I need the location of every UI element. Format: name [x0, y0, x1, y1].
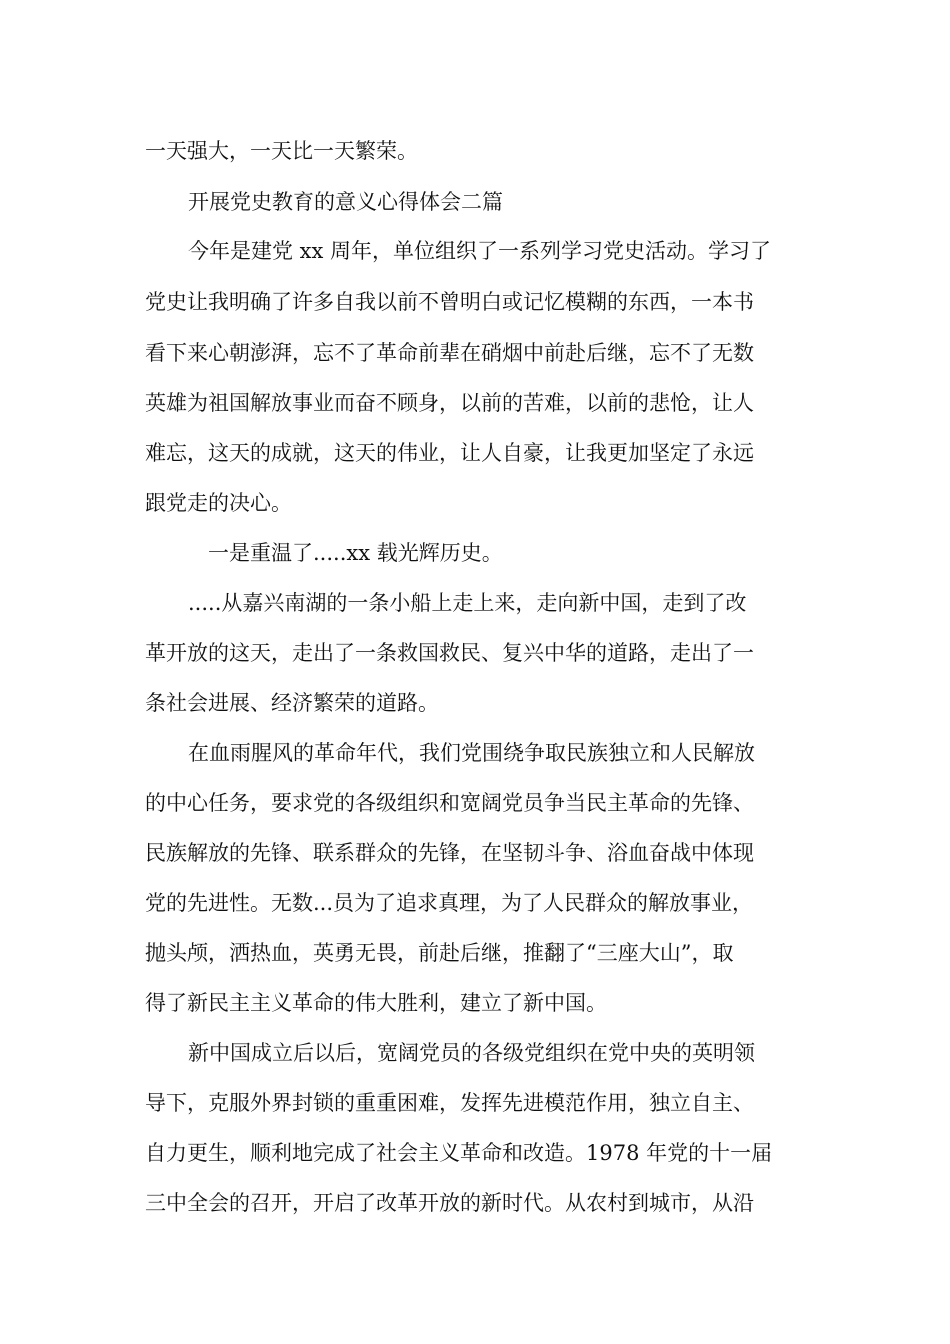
text-line: 新中国成立后以后，宽阔党员的各级党组织在党中央的英明领 [188, 1041, 755, 1065]
text-line: 一天强大，一天比一天繁荣。 [145, 139, 418, 163]
text-line: 得了新民主主义革命的伟大胜利，建立了新中国。 [145, 991, 607, 1015]
text-line: .....从嘉兴南湖的一条小船上走上来，走向新中国，走到了改 [188, 591, 747, 615]
text-line: 看下来心朝澎湃，忘不了革命前辈在硝烟中前赴后继，忘不了无数 [145, 341, 754, 365]
text-line: 条社会进展、经济繁荣的道路。 [145, 691, 439, 715]
text-line: 自力更生，顺利地完成了社会主义革命和改造。1978 年党的十一届 [145, 1141, 773, 1165]
text-line: 党的先进性。无数...员为了追求真理，为了人民群众的解放事业， [145, 891, 754, 915]
text-line: 今年是建党 xx 周年，单位组织了一系列学习党史活动。学习了 [188, 239, 772, 263]
text-line: 的中心任务，要求党的各级组织和宽阔党员争当民主革命的先锋、 [145, 791, 754, 815]
text-line: 一是重温了.....xx 载光辉历史。 [208, 541, 503, 565]
text-line: 民族解放的先锋、联系群众的先锋，在坚韧斗争、浴血奋战中体现 [145, 841, 754, 865]
section-heading: 开展党史教育的意义心得体会二篇 [188, 190, 503, 214]
text-line: 英雄为祖国解放事业而奋不顾身，以前的苦难，以前的悲怆，让人 [145, 391, 754, 415]
text-line: 三中全会的召开，开启了改革开放的新时代。从农村到城市，从沿 [145, 1191, 754, 1215]
text-line: 革开放的这天，走出了一条救国救民、复兴中华的道路，走出了一 [145, 641, 754, 665]
text-line: 难忘，这天的成就，这天的伟业，让人自豪，让我更加坚定了永远 [145, 441, 754, 465]
text-line: 跟党走的决心。 [145, 491, 292, 515]
text-line: 导下，克服外界封锁的重重困难，发挥先进模范作用，独立自主、 [145, 1091, 754, 1115]
text-line: 党史让我明确了许多自我以前不曾明白或记忆模糊的东西，一本书 [145, 290, 754, 314]
text-line: 抛头颅，洒热血，英勇无畏，前赴后继，推翻了“三座大山”，取 [145, 941, 734, 965]
text-line: 在血雨腥风的革命年代，我们党围绕争取民族独立和人民解放 [188, 741, 755, 765]
